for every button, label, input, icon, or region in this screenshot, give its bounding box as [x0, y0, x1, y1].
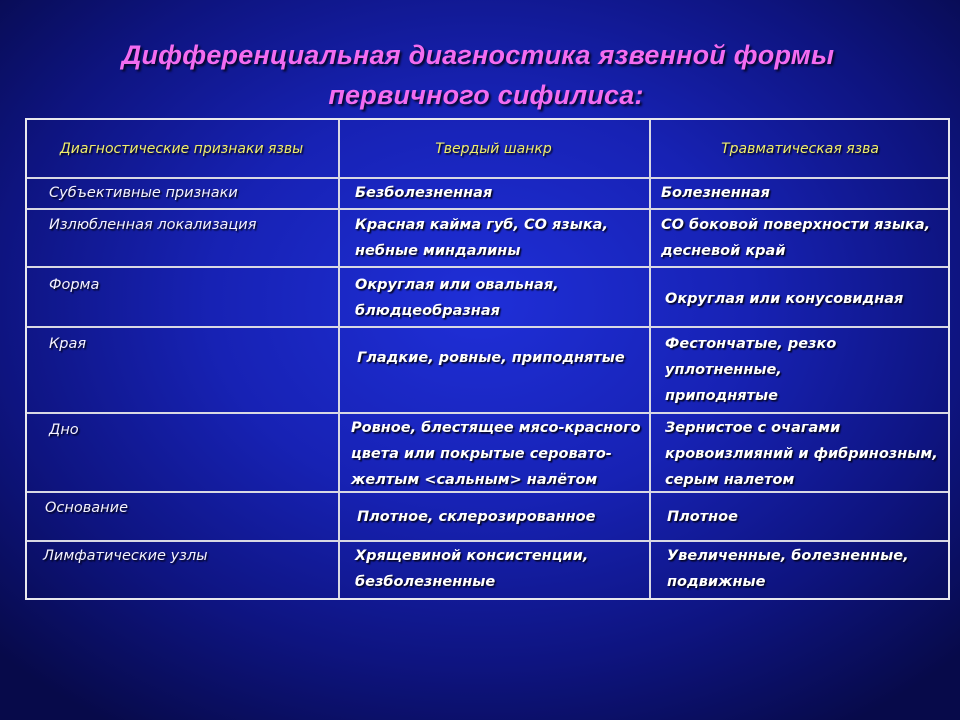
row-label-base: Основание: [45, 500, 128, 516]
cell-line: Округлая или конусовидная: [665, 291, 904, 307]
column-divider: [649, 120, 651, 598]
cell-line: безболезненные: [355, 574, 496, 590]
cell-line: Безболезненная: [355, 185, 493, 201]
cell-line: небные миндалины: [355, 243, 521, 259]
column-divider: [338, 120, 340, 598]
cell-line: серым налетом: [665, 472, 795, 488]
differential-diagnosis-table: [25, 118, 950, 600]
cell-line: Ровное, блестящее мясо-красного: [351, 420, 641, 436]
trauma-cell: [665, 286, 903, 312]
trauma-cell: [661, 180, 770, 206]
chancre-cell: [355, 212, 608, 264]
trauma-cell: [667, 543, 909, 595]
row-divider: [27, 266, 948, 268]
cell-line: Округлая или овальная,: [355, 277, 559, 293]
header-cell-chancre: Твердый шанкр: [435, 141, 552, 157]
row-label-lymph-nodes: Лимфатические узлы: [43, 548, 208, 564]
cell-line: Болезненная: [661, 185, 770, 201]
row-label-edges: Края: [49, 336, 87, 352]
row-divider: [27, 208, 948, 210]
row-label-shape: Форма: [49, 277, 100, 293]
slide-title-line-1: Дифференциальная диагностика язвенной формы: [121, 40, 835, 70]
header-cell-trauma: Травматическая язва: [721, 141, 879, 157]
cell-line: Увеличенные, болезненные,: [667, 548, 909, 564]
chancre-cell: [355, 180, 492, 206]
cell-line: Хрящевиной консистенции,: [355, 548, 589, 564]
cell-line: Красная кайма губ, СО языка,: [355, 217, 608, 233]
chancre-cell: [351, 415, 641, 493]
trauma-cell: [665, 415, 938, 493]
cell-line: Плотное: [667, 509, 738, 525]
cell-line: блюдцеобразная: [355, 303, 500, 319]
chancre-cell: [357, 345, 625, 371]
cell-line: Фестончатые, резко: [665, 336, 837, 352]
trauma-cell: [661, 212, 930, 264]
cell-line: Зернистое с очагами: [665, 420, 841, 436]
cell-line: десневой край: [661, 243, 786, 259]
chancre-cell: [355, 272, 559, 324]
cell-line: Плотное, склерозированное: [357, 509, 596, 525]
cell-line: уплотненные,: [665, 362, 782, 378]
slide-title-line-2: первичного сифилиса:: [328, 80, 644, 110]
chancre-cell: [355, 543, 588, 595]
row-label-localization: Излюбленная локализация: [49, 217, 257, 233]
row-divider: [27, 412, 948, 414]
chancre-cell: [357, 504, 595, 530]
cell-line: желтым <сальным> налётом: [351, 472, 598, 488]
row-label-bottom: Дно: [49, 422, 79, 438]
row-divider: [27, 540, 948, 542]
row-label-subjective: Субъективные признаки: [49, 185, 238, 201]
cell-line: СО боковой поверхности языка,: [661, 217, 931, 233]
trauma-cell: [665, 331, 836, 409]
cell-line: кровоизлияний и фибринозным,: [665, 446, 938, 462]
trauma-cell: [667, 504, 738, 530]
cell-line: цвета или покрытые серовато-: [351, 446, 612, 462]
cell-line: подвижные: [667, 574, 766, 590]
header-cell-signs: Диагностические признаки язвы: [59, 141, 304, 157]
cell-line: приподнятые: [665, 388, 778, 404]
row-divider: [27, 326, 948, 328]
row-divider: [27, 177, 948, 179]
cell-line: Гладкие, ровные, приподнятые: [357, 350, 625, 366]
